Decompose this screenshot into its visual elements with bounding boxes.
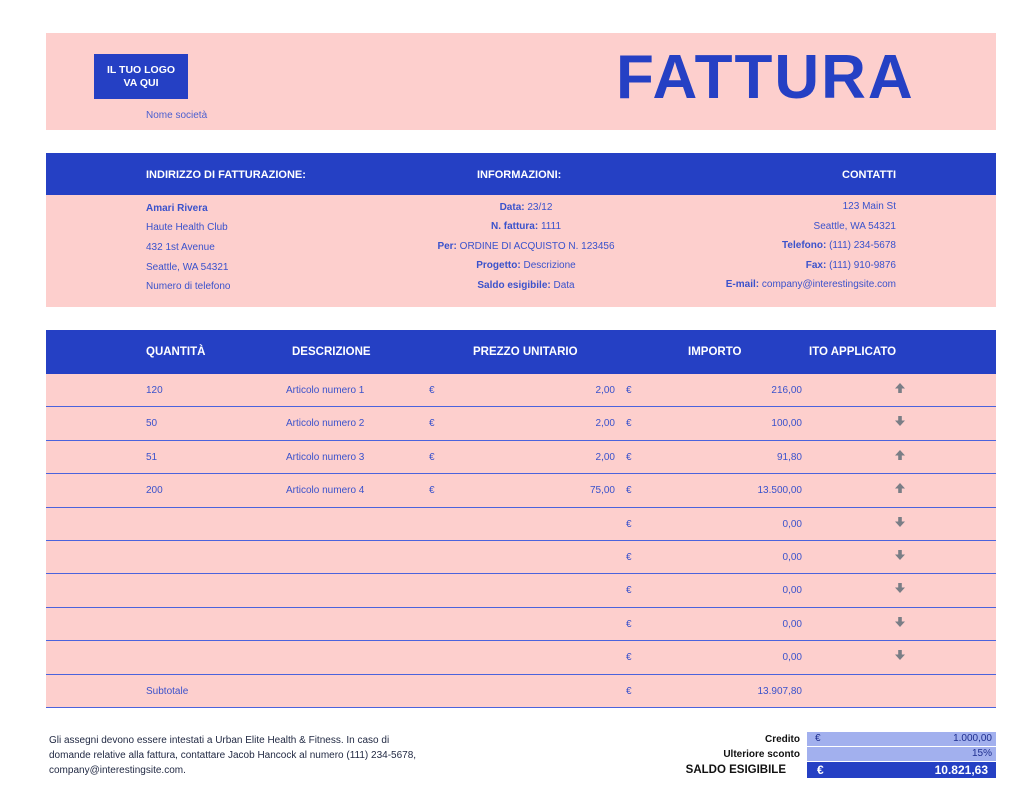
row-quantity: 120 [146, 385, 163, 396]
row-amount: 91,80 [776, 451, 802, 463]
arrow-down-icon [894, 582, 908, 596]
info-row: N. fattura: 1111 [490, 221, 562, 232]
row-quantity: 200 [146, 485, 163, 497]
row-amount-currency: € [626, 552, 632, 563]
row-amount: 0,00 [782, 518, 802, 530]
table-row [46, 641, 996, 674]
row-description: Articolo numero 1 [286, 385, 365, 396]
arrow-up-icon [894, 382, 908, 396]
row-unit-price: 2,00 [595, 418, 615, 430]
info-row: Saldo esigibile: Data [477, 280, 575, 291]
subtotal-label: Subtotale [146, 685, 189, 697]
info-section [46, 195, 996, 307]
currency-symbol: € [815, 733, 821, 744]
column-header-description: DESCRIZIONE [292, 346, 371, 358]
row-price-currency: € [429, 418, 435, 430]
column-header-quantity: QUANTITÀ [146, 346, 206, 358]
info-row: Progetto: Descrizione [476, 260, 576, 271]
row-unit-price: 75,00 [589, 485, 615, 497]
arrow-up-icon [894, 482, 908, 496]
arrow-down-icon [894, 549, 908, 563]
arrow-down-icon [894, 649, 908, 663]
table-row [46, 407, 996, 440]
row-amount: 13.500,00 [757, 485, 802, 497]
contact-email: E-mail: company@interestingsite.com [725, 279, 896, 290]
row-description: Articolo numero 2 [286, 418, 365, 430]
items-table-header [46, 330, 996, 374]
row-amount-currency: € [626, 451, 632, 463]
row-amount-currency: € [626, 485, 632, 497]
info-row: Per: ORDINE DI ACQUISTO N. 123456 [437, 241, 615, 252]
row-amount: 0,00 [782, 585, 802, 597]
info-row: Data: 23/12 [499, 202, 553, 213]
row-price-currency: € [429, 451, 435, 463]
contact-street: 123 Main St [842, 201, 896, 212]
row-unit-price: 2,00 [595, 385, 615, 396]
row-amount-currency: € [626, 518, 632, 530]
row-price-currency: € [429, 385, 435, 396]
table-row [46, 374, 996, 407]
table-row [46, 608, 996, 641]
row-description: Articolo numero 4 [286, 485, 365, 497]
items-table-body [46, 374, 996, 708]
company-name: Nome società [146, 110, 208, 121]
row-amount: 216,00 [771, 385, 802, 396]
row-quantity: 50 [146, 418, 158, 430]
billing-street: 432 1st Avenue [146, 242, 215, 253]
row-amount: 0,00 [782, 552, 802, 563]
billing-heading: INDIRIZZO DI FATTURAZIONE: [146, 169, 306, 181]
currency-symbol: € [817, 763, 824, 777]
payment-note: Gli assegni devono essere intestati a Urban Elite Health & Fitness. In caso di domande relative alla fattura, contattare Jacob Hancock al numero (111) 234-5678, company@interestingsite.com. [49, 735, 417, 776]
table-row [46, 508, 996, 541]
table-row [46, 574, 996, 607]
discount-label: Ulteriore sconto [723, 749, 800, 760]
table-row [46, 441, 996, 474]
row-price-currency: € [429, 485, 435, 497]
billing-city: Seattle, WA 54321 [146, 262, 229, 273]
row-unit-price: 2,00 [595, 451, 615, 463]
row-amount-currency: € [626, 418, 632, 430]
invoice-title: FATTURA [616, 43, 915, 112]
billing-company: Haute Health Club [146, 222, 228, 233]
row-amount-currency: € [626, 585, 632, 597]
balance-due-label: SALDO ESIGIBILE [685, 764, 786, 776]
row-amount-currency: € [626, 618, 632, 630]
logo-placeholder [94, 54, 188, 99]
discount-value: 15% [971, 748, 992, 759]
arrow-down-icon [894, 516, 908, 530]
billing-phone: Numero di telefono [146, 281, 231, 292]
contact-phone: Telefono: (111) 234-5678 [782, 240, 896, 251]
row-amount-currency: € [626, 385, 632, 396]
column-header-unit-price: PREZZO UNITARIO [473, 346, 578, 358]
subtotal-row [46, 675, 996, 708]
invoice-header [46, 33, 996, 130]
discount-box [807, 747, 996, 761]
info-heading: INFORMAZIONI: [477, 169, 562, 181]
table-row [46, 541, 996, 574]
column-header-amount: IMPORTO [688, 346, 742, 358]
contacts-heading: CONTATTI [842, 169, 896, 181]
credit-box [807, 732, 996, 746]
arrow-down-icon [894, 616, 908, 630]
row-amount: 0,00 [782, 652, 802, 664]
info-header-bar [46, 153, 996, 195]
contact-fax: Fax: (111) 910-9876 [805, 260, 896, 271]
table-row [46, 474, 996, 507]
billing-name: Amari Rivera [146, 203, 208, 214]
logo-text: IL TUO LOGO VA QUI [106, 63, 176, 89]
row-amount: 0,00 [782, 618, 802, 630]
row-amount: 100,00 [771, 418, 802, 430]
subtotal-currency: € [626, 685, 632, 697]
credit-label: Credito [765, 734, 800, 745]
arrow-up-icon [894, 449, 908, 463]
row-description: Articolo numero 3 [286, 451, 365, 463]
arrow-down-icon [894, 415, 908, 429]
column-header-applied: ITO APPLICATO [809, 346, 897, 358]
credit-value: 1.000,00 [953, 733, 992, 744]
balance-due-box [807, 762, 996, 778]
contact-city: Seattle, WA 54321 [813, 221, 896, 232]
row-amount-currency: € [626, 652, 632, 664]
subtotal-value: 13.907,80 [757, 685, 802, 697]
balance-due-value: 10.821,63 [934, 763, 988, 777]
row-quantity: 51 [146, 451, 158, 463]
